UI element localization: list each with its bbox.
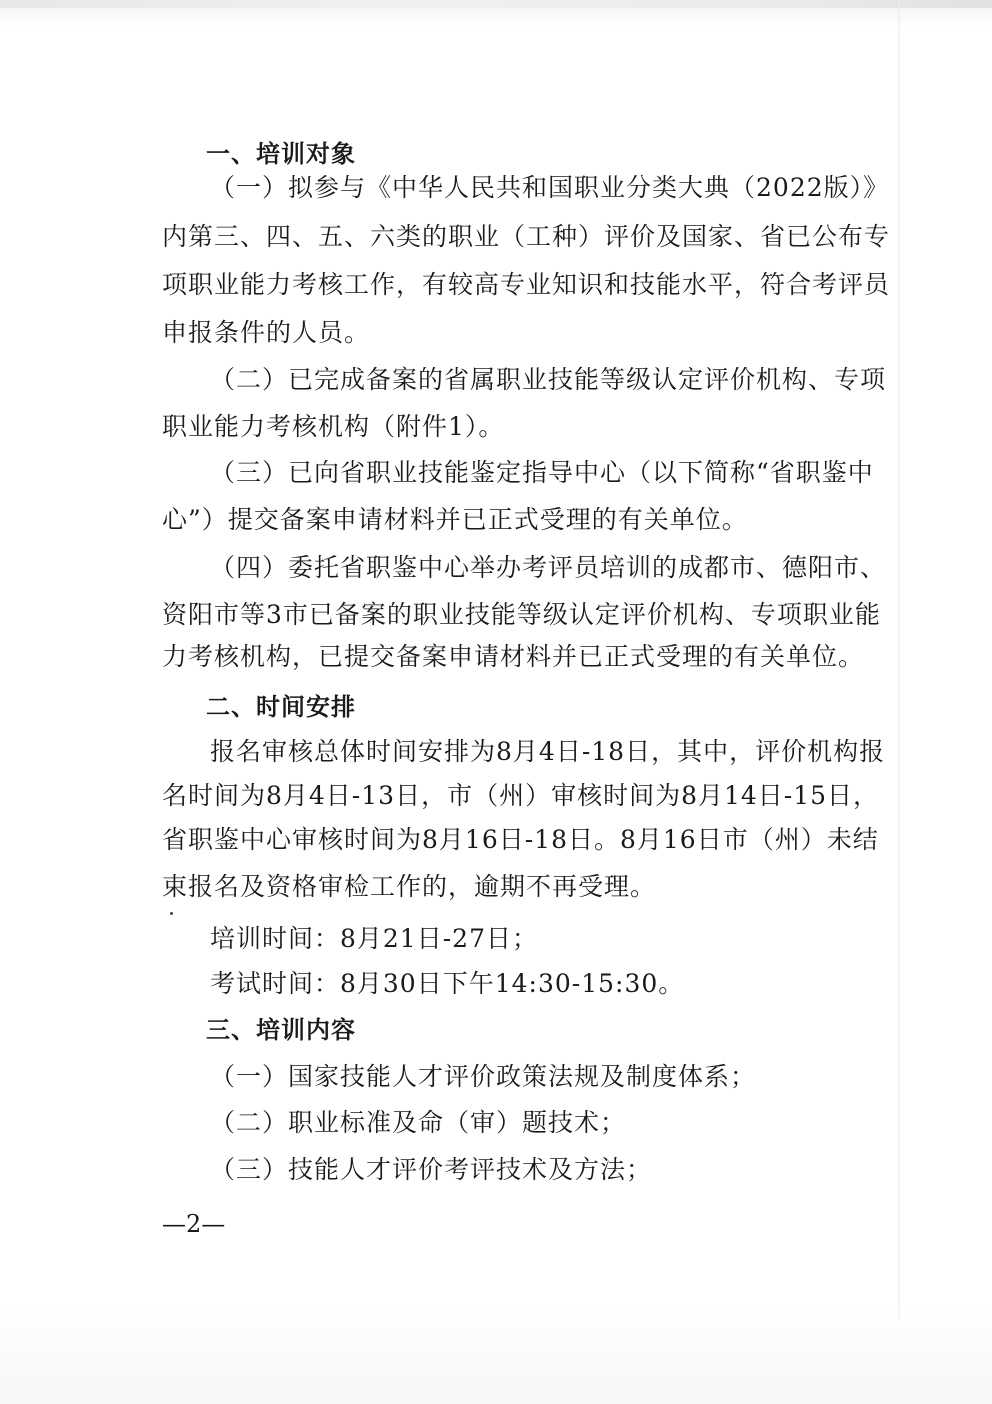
paragraph-line: 项职业能力考核工作，有较高专业知识和技能水平，符合考评员 xyxy=(162,270,891,299)
paragraph-line: （二）已完成备案的省属职业技能等级认定评价机构、专项 xyxy=(210,365,887,394)
exam-time-line: 考试时间：8月30日下午14:30-15:30。 xyxy=(210,969,685,998)
paragraph-line: 内第三、四、五、六类的职业（工种）评价及国家、省已公布专 xyxy=(162,222,891,251)
section-heading-schedule: 二、时间安排 xyxy=(206,693,356,721)
training-time-line: 培训时间：8月21日-27日； xyxy=(210,924,538,953)
paragraph-line: （一）拟参与《中华人民共和国职业分类大典（2022版）》 xyxy=(210,173,890,202)
scan-speck xyxy=(170,912,173,915)
paragraph-line: 束报名及资格审检工作的，逾期不再受理。 xyxy=(162,872,657,901)
paragraph-line: 名时间为8月4日-13日，市（州）审核时间为8月14日-15日， xyxy=(162,781,880,810)
section-heading-training-targets: 一、培训对象 xyxy=(206,140,356,168)
paragraph-line: 力考核机构，已提交备案申请材料并已正式受理的有关单位。 xyxy=(162,642,865,671)
paragraph-line: 省职鉴中心审核时间为8月16日-18日。8月16日市（州）未结 xyxy=(162,825,879,854)
paragraph-line: （三）已向省职业技能鉴定指导中心（以下简称“省职鉴中 xyxy=(210,458,874,487)
paragraph-line: 心”）提交备案申请材料并已正式受理的有关单位。 xyxy=(162,505,748,534)
scan-edge-right xyxy=(898,0,900,1320)
paragraph-line: 资阳市等3市已备案的职业技能等级认定评价机构、专项职业能 xyxy=(162,600,881,629)
page-number: —2— xyxy=(162,1210,226,1238)
paragraph-line: 职业能力考核机构（附件1）。 xyxy=(162,412,505,441)
paragraph-line: 报名审核总体时间安排为8月4日-18日，其中，评价机构报 xyxy=(210,737,886,766)
list-item: （一）国家技能人才评价政策法规及制度体系； xyxy=(210,1062,757,1091)
paragraph-line: 申报条件的人员。 xyxy=(162,318,371,347)
paragraph-line: （四）委托省职鉴中心举办考评员培训的成都市、德阳市、 xyxy=(210,553,887,582)
list-item: （二）职业标准及命（审）题技术； xyxy=(210,1108,627,1137)
list-item: （三）技能人才评价考评技术及方法； xyxy=(210,1155,653,1184)
section-heading-training-content: 三、培训内容 xyxy=(206,1016,356,1044)
scan-edge-top xyxy=(0,0,992,8)
